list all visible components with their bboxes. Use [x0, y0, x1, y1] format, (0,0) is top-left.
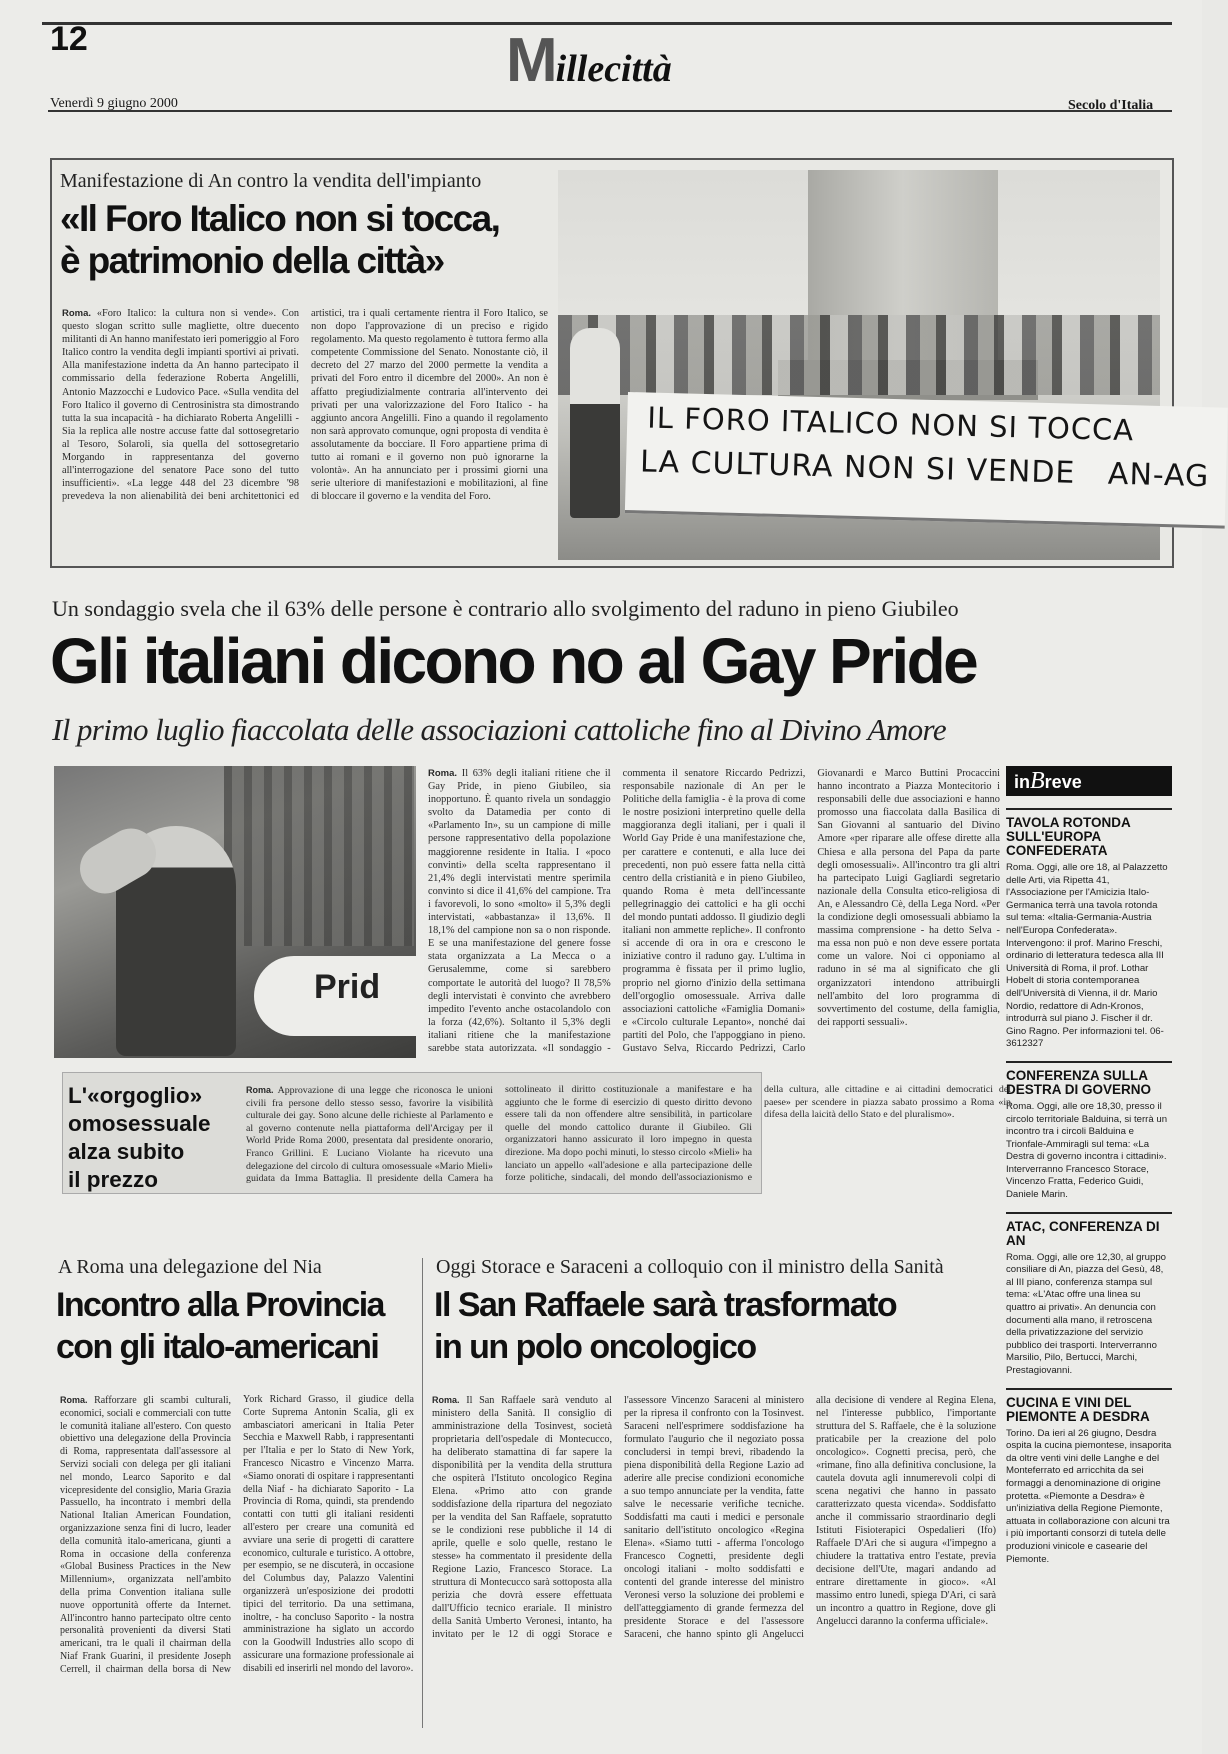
top-story-text: «Foro Italico: la cultura non si vende». Con questo slogan scritto sulle magliette, oltre duecento militanti di An hanno manifestato ieri pomeriggio al Foro Italico contro la vendita degli impianti sportivi ai privati. Alla manifestazione indetta da An hanno partecipato il commissario della federazione Roberta Angelilli, Antonio Mazzocchi e Ludovico Pace. «Sulla vendita del Foro Italico il governo di Centrosinistra sta dimostrando tutta la sua incapacità - ha dichiarato Roberta Angelilli - Sia la replica alle nostre accuse fatte dal sottosegretario al Tesoro, Solaroli, sia quella del sottosegretario Morgando in rappresentanza del governo all'interrogazione del senatore Pace sono del tutto insufficienti». «La legge 448 del 23 dicembre '98 prevedeva la non alienabilità dei beni architettonici ed artistici, tra i quali certamente rientra il Foro Italico, se non dopo l'approvazione di un preciso e rigido regolamento. Ma questo regolamento è tuttora fermo alla competente Commissione del Senato. Nonostante ciò, il decreto del 27 marzo del 2000 permette la vendita a privati del Foro entro il dicembre del 2000». An non è affatto pregiudizialmente contraria all'intervento dei privati per una valorizzazione del Foro Italico - ha aggiunto ancora Angelilli. Fino a quando il regolamento non sarà approvato comunque, ogni proposta di vendita è assolutamente da bocciare. Il Foro appartiene prima di tutto ai romani e il governo non può ignorarne la volontà». An ha annunciato per i prossimi giorni una serie ulteriore di manifestazioni e mobilitazioni, al fine di bloccare il governo e la vendita del Foro.: [62, 308, 548, 503]
brevi-item: [1006, 808, 1172, 1051]
sanraffaele-dateline: Roma.: [432, 1395, 460, 1405]
pride-sign: [254, 956, 424, 1036]
main-story-dateline: Roma.: [428, 768, 458, 779]
top-story-kicker: Manifestazione di An contro la vendita dell'impianto: [60, 170, 482, 192]
sidebar-story-body: [246, 1084, 1011, 1188]
main-story-kicker: Un sondaggio svela che il 63% delle persone è contrario allo svolgimento del raduno in pieno Giubileo: [52, 596, 959, 621]
brevi-item: [1006, 1061, 1172, 1202]
brevi-column: [1006, 766, 1172, 1726]
brevi-item-title: CUCINA E VINI DEL PIEMONTE A DESDRA: [1006, 1394, 1150, 1424]
sidebar-text: Approvazione di una legge che riconosca le unioni civili fra persone dello stesso sesso, favorire la visibilità culturale dei gay. Sono alcune delle richieste al Parlamento e al governo contenute nella piattaforma dell'Arcigay per il World Pride Roma 2000, presentata dal presidente onorario, Franco Grillini. E Luciano Violante ha ricevuto una delegazione del circolo di cultura omosessuale «Mario Mieli» guidata da Imma Battaglia. Il presidente della Camera ha sottolineato il diritto costituzionale a manifestare e ha aggiunto che le forme di esercizio di questo diritto devono essere tali da non offendere altre sensibilità, in particolare quelle del mondo cattolico durante il Giubileo. Gli organizzatori hanno assicurato il loro impegno in questa direzione. Ma dopo pochi minuti, lo stesso circolo «Mieli» ha lanciato un appello «all'adesione e alla partecipazione delle forze politiche, sindacali, del mondo dell'associazionismo e della cultura, alle cittadine e ai cittadini democratici del paese» per scendere in piazza sabato prossimo a Roma «in difesa della laicità dello Stato e del pluralismo».: [246, 1084, 1011, 1185]
main-story-body: [428, 767, 1000, 1065]
protest-banner: [625, 392, 1228, 529]
brevi-item-text: Roma. Oggi, alle ore 12,30, al gruppo consiliare di An, piazza del Gesù, 48, al III piano, conferenza stampa sul tema: «L'Atac offre una linea su quattro ai privati». An denuncia con documenti alla mano, il retroscena della privatizzazione del servizio pubblico dei trasporti. Interverranno Marsilio, Pilo, Bertucci, Marchi, Prestagiovanni.: [1006, 1251, 1166, 1376]
brevi-item-title: CONFERENZA SULLA DESTRA DI GOVERNO: [1006, 1067, 1152, 1097]
brevi-item-text: Roma. Oggi, alle ore 18,30, presso il circolo territoriale Balduina, si terrà un incontro tra i circoli Balduina e Trionfale-Ammiragli sul tema: «La Destra di governo incontra i cittadini». Interverranno Francesco Storace, Vincenzo Fratta, Federico Guidi, Daniele Marin.: [1006, 1100, 1168, 1201]
protester-figure: [570, 328, 620, 518]
sanraffaele-body: [432, 1394, 996, 1720]
main-story-continuation: [772, 1072, 992, 1254]
section-name: illecittà: [555, 48, 672, 90]
top-story-headline-line-2: è patrimonio della città»: [60, 240, 444, 281]
pride-sign-text: Prid: [314, 968, 381, 1006]
top-story-body: [62, 307, 548, 557]
crowd: [558, 315, 1160, 395]
top-rule: [42, 22, 1172, 25]
main-story-text: Il 63% degli italiani ritiene che il Gay Pride, in pieno Giubileo, sia inopportuno. È quanto rivela un sondaggio svolto da Datamedia per conto di «Parlamento In», su un campione di mille persone rappresentativo della popolazione maggiorenne residente in Italia. I «poco convinti» della scelta rappresentano il 21,4% degli intervistati mentre sperimila convinto si dice il 41,6% del campione. Tra i favorevoli, lo sono «molto» il 5,3% degli intervistati, «abbastanza» il 13,6%. Il 18,1% del campione non sa o non risponde. E se una manifestazione del genere fosse stata organizzata a La Mecca o a Gerusalemme, come si sarebbero comportate le autorità del luogo? Il 78,5% degli intervistati è convinto che avrebbero impedito l'evento anche ostacolandolo con la forza (42,6%). Soltanto il 5,3% degli italiani ritiene che la manifestazione sarebbe stata autorizzata. «Il sondaggio - commenta il senatore Riccardo Pedrizzi, responsabile nazionale di An per le Politiche della famiglia - è la prova di come le nostre posizioni interpretino quelle della maggioranza degli italiani, per i quali il World Gay Pride è una manifestazione che, per carattere e contenuti, e alla luce dei precedenti, non può essere fatta nella città centro della cristianità e in pieno Giubileo, quando Roma è meta dell'incessante pellegrinaggio dei cattolici e ha gli occhi del mondo puntati addosso. Il giudizio degli italiani non ammette repliche». Il confronto si accende di ora in ora e crescono le iniziative contro il raduno gay. L'ultima in programma è fissata per il primo luglio, proprio nel giorno d'inizio della settimana dell'orgoglio omosessuale. Arriva dalle associazioni cattoliche «Famiglia Domani» e «Circolo culturale Lepanto», nonché dai partiti del Polo, che l'appoggiano in pieno. Gustavo Selva, Riccardo Pedrizzi, Carlo Giovanardi e Marco Buttini Procaccini hanno incontrato a Piazza Montecitorio i responsabili delle due associazioni e hanno promosso una fiaccolata dalla Basilica di San Giovanni al santuario del Divino Amore «per riparare alle offese dirette alla Chiesa e alla persona del Papa da parte degli omosessuali». All'incontro tra gli altri ha partecipato Luigi Gagliardi segretario nazionale della Consulta etico-religiosa di An, e Alessandro Cè, della Lega Nord. «Per la condizione degli omosessuali abbiamo la massima comprensione - ha detto Selva - ma essa non può e non deve essere portata come un valore. Noi ci opponiamo al raduno in sé ma al significato che gli organizzatori intendono attribuirgli nell'ambito del loro programma di sovvertimento del costume, della famiglia, dei rapporti sessuali».: [428, 768, 1000, 1054]
top-story-headline: [60, 198, 499, 282]
banner-line-2: LA CULTURA NON SI VENDE: [639, 444, 1076, 491]
provincia-headline-line-2: con gli italo-americani: [56, 1328, 379, 1366]
sanraffaele-headline-line-1: Il San Raffaele sarà trasformato: [434, 1286, 897, 1324]
masthead-rule: [48, 110, 1172, 112]
main-story-headline: Gli italiani dicono no al Gay Pride: [50, 625, 977, 697]
sidebar-headline-line-1: L'«orgoglio»: [68, 1083, 203, 1108]
main-story-subhead: Il primo luglio fiaccolata delle associazioni cattoliche fino al Divino Amore: [52, 712, 947, 747]
protest-photo: [558, 170, 1210, 560]
section-initial: M: [506, 26, 556, 95]
sidebar-headline-line-3: alza subito: [68, 1139, 185, 1164]
sanraffaele-text: Il San Raffaele sarà venduto al ministero della Sanità. Il consiglio di amministrazione della Tosinvest, società proprietaria dell'ospedale di Montecucco, ha deliberato stamattina di far sapere la disponibilità per la vendita della struttura che ospiterà l'Istituto oncologico Regina Elena. «Primo atto con grande soddisfazione della ripartura del negoziato per la vendita del San Raffaele, sopratutto se le condizioni rese pubbliche il 14 di aprile, quelle e solo quelle, restano le stesse» ha commentato il presidente della Regione Lazio, Francesco Storace. La struttura di Montecucco sarà sottoposta alla perizia che dovrà essere effettuata dall'Ufficio tecnico erariale. Il ministro della Sanità Umberto Veronesi, intanto, ha invitato per le 12 di oggi Storace e l'assessore Vincenzo Saraceni al ministero per la ripresa il confronto con la Tosinvest. Saraceni nell'esprimere soddisfazione ha formulato l'augurio che il negoziato possa concludersi in tempi brevi, ribadendo la piena disponibilità della Regione Lazio ad aderire alle precise condizioni economiche a suo tempo annunciate per la vendita, fatte salve le necessarie verifiche tecniche. Soddisfatti ma cauti i medici e personale sanitario dell'istituto oncologico «Regina Elena». «Siamo tutti - afferma l'oncologo Francesco Cognetti, presidente degli oncologi italiani - molto soddisfatti e contenti del grande interesse del ministro Veronesi verso la soluzione dei problemi e dell'atteggiamento di grande fermezza del presidente Storace e del l'assessore Saraceni, che hanno spinto gli Angelucci alla decisione di vendere al Regina Elena, nel l'interesse pubblico, l'importante struttura del S. Raffaele, che è la soluzione praticabile per la creazione del polo oncologico». Cognetti precisa, però, che «rimane, fino alla definitiva conclusione, la cautela dovuta agli innumerevoli colpi di scena negativi che hanno in passato caratterizzato questa vicenda». Soddisfatto anche il commissario straordinario degli Istituti Fisioterapici Ospedalieri (Ifo) Raffaele D'Ari che si augura «l'impegno a chiudere la trattativa entro l'estate, previa decisione dell'Ute, magari andando ad entrare direttamente in gioco». «Al massimo entro lunedì, spiega D'Ari, ci sarà un incontro a quattro in Regione, dove gli Angelucci daranno la conferma ufficiale».: [432, 1395, 996, 1640]
brevi-item-text: Torino. Da ieri al 26 giugno, Desdra ospita la cucina piemontese, insaporita da oltre venti vini delle Langhe e del Monteferrato ed arricchita da sei formaggi a denominazione di origine protetta. «Piemonte a Desdra» è un'iniziativa della Regione Piemonte, attuata in collaborazione con alcuni tra i più importanti consorzi di tutela delle produzioni vinicole e casearie del Piemonte.: [1006, 1427, 1172, 1565]
sidebar-dateline: Roma.: [246, 1085, 274, 1095]
provincia-headline-line-1: Incontro alla Provincia: [56, 1286, 384, 1324]
brevi-item: [1006, 1212, 1172, 1378]
sanraffaele-kicker: Oggi Storace e Saraceni a colloquio con il ministro della Sanità: [436, 1256, 944, 1278]
brevi-item-text: Roma. Oggi, alle ore 18, al Palazzetto delle Arti, via Ripetta 41, l'Associazione per l'Amicizia Italo-Germanica terrà una tavola rotonda sul tema: «Italia-Germania-Austria nell'Europa Confederata». Intervengono: il prof. Marino Freschi, ordinario di letteratura tedesca alla III Università di Roma, il prof. Lothar Hobelt di storia contemporanea dell'Università di Vienna, il dr. Mario Nordio, redattore di Adn-Kronos, introdurrà sul piano J. Fischer il dr. Gino Ragno. Per informazioni tel. 06-3612327: [1006, 862, 1168, 1050]
gay-pride-photo: [54, 766, 416, 1058]
church-facade: [224, 766, 414, 946]
issue-date: Venerdì 9 giugno 2000: [50, 96, 178, 111]
brevi-logo-b: B: [1030, 768, 1045, 794]
banner-line-1: IL FORO ITALICO NON SI TOCCA: [646, 400, 1135, 448]
top-story-headline-line-1: «Il Foro Italico non si tocca,: [60, 198, 500, 239]
brevi-item: [1006, 1388, 1172, 1567]
brevi-item-title: ATAC, CONFERENZA DI AN: [1006, 1218, 1160, 1248]
sidebar-headline-line-2: omosessuale: [68, 1111, 211, 1136]
column-divider: [422, 1258, 423, 1728]
sidebar-story-headline: [68, 1082, 211, 1194]
sanraffaele-headline: [434, 1284, 896, 1368]
provincia-text: Rafforzare gli scambi culturali, economici, sociali e commerciali con tutte le comunità italiane all'estero. Con questo obiettivo una delegazione della Provincia di Roma, rappresentata dall'assessore al Servizi sociali con delega per gli italiani nel mondo, Learco Saporito e dal vicepresidente del consiglio, Maria Grazia Passuello, ha incontrato i membri della National Italian American Foundation, organizzazione senza fini di lucro, leader della comunità italo-americana, giunti a Roma in occasione della conferenza «Global Business Practices in the New Millennium», organizzata nell'ambito della prima Convention italiana sulle nuove opportunità offerte da Internet. All'incontro hanno partecipato oltre cento personalità provenienti da diversi Stati americani, tra le quali il chairman della Niaf Frank Guarini, il presidente Joseph Cerrell, il chairman della borsa di New York Richard Grasso, il giudice della Corte Suprema Antonin Scalia, gli ex ambasciatori americani in Italia Peter Secchia e Maxwell Rabb, i rappresentanti per l'Italia e per lo Stato di New York, Francesco Nicastro e Vincenzo Marra. «Siamo onorati di ospitare i rappresentanti della Niaf - ha dichiarato Saporito - La Provincia di Roma, quindi, sta prendendo contatti con tutti gli italiani residenti all'estero per creare una comunità ed avviare una serie di progetti di carattere economico, culturale e turistico. A ottobre, per esempio, se ne discuterà, in occasione del Columbus day, Palazzo Valentini organizzerà un'esposizione dei prodotti tipici del territorio. Da una settimana, inoltre, - ha concluso Saporito - la nostra amministrazione ha siglato un accordo con la Goodwill Industries allo scopo di assicurare una formazione professionale ai disabili ed inserirli nel mondo del lavoro».: [60, 1394, 414, 1675]
brevi-logo-in: in: [1014, 772, 1030, 792]
sidebar-headline-line-4: il prezzo: [68, 1167, 159, 1192]
banner-line-3: AN-AG: [1107, 456, 1210, 495]
sanraffaele-headline-line-2: in un polo oncologico: [434, 1328, 756, 1366]
brevi-logo: [1006, 766, 1172, 796]
page-number: 12: [50, 20, 88, 58]
provincia-body: [60, 1394, 414, 1720]
brevi-item-title: TAVOLA ROTONDA SULL'EUROPA CONFEDERATA: [1006, 815, 1131, 858]
provincia-dateline: Roma.: [60, 1395, 88, 1405]
section-title: [506, 26, 672, 95]
provincia-kicker: A Roma una delegazione del Nia: [58, 1256, 322, 1278]
top-story-dateline: Roma.: [62, 308, 92, 319]
paper-name: Secolo d'Italia: [1068, 98, 1154, 113]
provincia-headline: [56, 1284, 384, 1368]
brevi-logo-rest: reve: [1044, 772, 1082, 792]
